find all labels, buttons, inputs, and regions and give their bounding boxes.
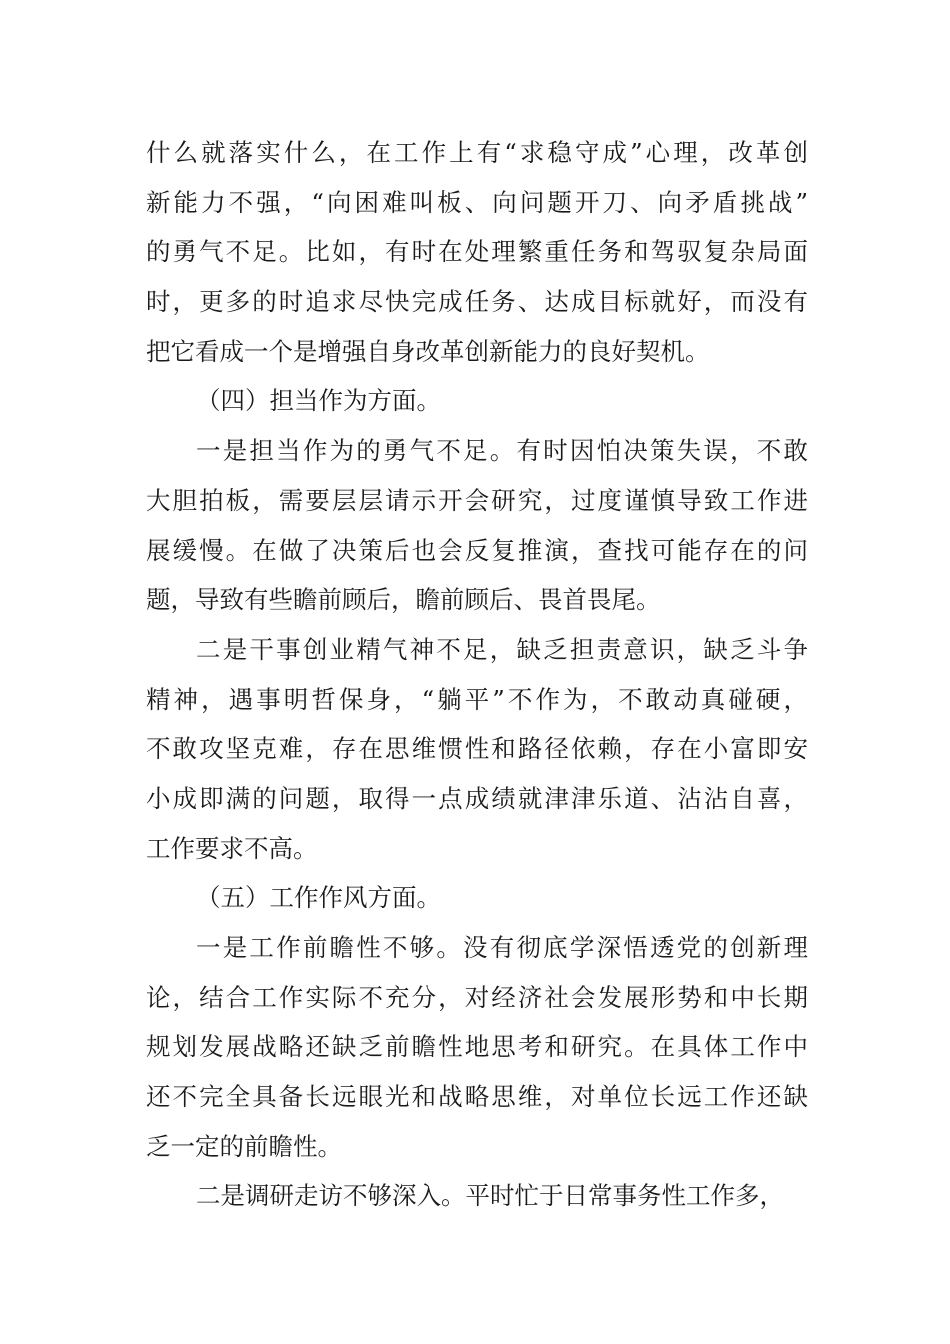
text-line: 工作要求不高。 — [146, 833, 318, 863]
text-line: 小成即满的问题，取得一点成绩就津津乐道、沾沾自喜， — [146, 783, 808, 813]
section-heading: （五）工作作风方面。 — [196, 883, 441, 913]
section-heading: （四）担当作为方面。 — [196, 386, 441, 416]
document-page — [146, 128, 808, 1221]
text-line: 二是调研走访不够深入。平时忙于日常事务性工作多， — [196, 1181, 784, 1211]
text-line: 把它看成一个是增强自身改革创新能力的良好契机。 — [146, 336, 710, 366]
text-line: 不敢攻坚克难，存在思维惯性和路径依赖，存在小富即安 — [146, 734, 808, 764]
text-line: 二是干事创业精气神不足，缺乏担责意识，缺乏斗争 — [196, 634, 808, 664]
text-line: 一是担当作为的勇气不足。有时因怕决策失误，不敢 — [196, 436, 808, 466]
text-line: 规划发展战略还缺乏前瞻性地思考和研究。在具体工作中 — [146, 1032, 808, 1062]
text-line: 一是工作前瞻性不够。没有彻底学深悟透党的创新理 — [196, 933, 808, 962]
text-line: 新能力不强，“向困难叫板、向问题开刀、向矛盾挑战” — [146, 187, 808, 217]
text-line: 题，导致有些瞻前顾后，瞻前顾后、畏首畏尾。 — [146, 585, 661, 615]
text-line: 精神，遇事明哲保身，“躺平”不作为，不敢动真碰硬， — [146, 684, 808, 714]
text-line: 什么就落实什么，在工作上有“求稳守成”心理，改革创 — [146, 138, 808, 167]
text-line: 还不完全具备长远眼光和战略思维，对单位长远工作还缺 — [146, 1082, 808, 1112]
text-line: 时，更多的时追求尽快完成任务、达成目标就好，而没有 — [146, 287, 808, 317]
text-line: 展缓慢。在做了决策后也会反复推演，查找可能存在的问 — [146, 535, 808, 565]
text-line: 的勇气不足。比如，有时在处理繁重任务和驾驭复杂局面 — [146, 237, 808, 267]
text-line: 乏一定的前瞻性。 — [146, 1131, 342, 1161]
text-line: 大胆拍板，需要层层请示开会研究，过度谨慎导致工作进 — [146, 485, 808, 515]
text-line: 论，结合工作实际不充分，对经济社会发展形势和中长期 — [146, 982, 808, 1012]
